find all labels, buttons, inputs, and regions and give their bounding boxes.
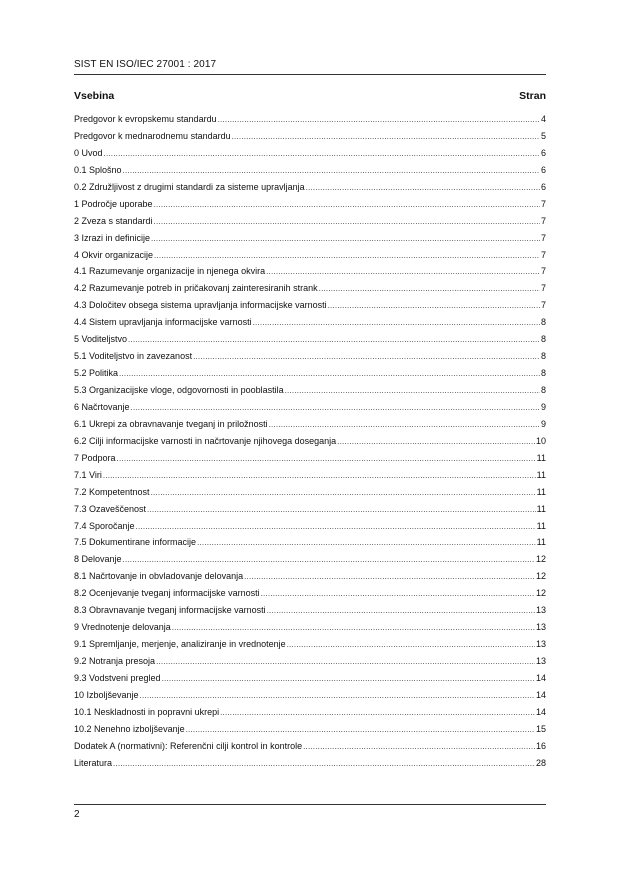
- toc-entry-title: 4.2 Razumevanje potreb in pričakovanj zainteresiranih strank: [74, 283, 318, 294]
- toc-entry[interactable]: [74, 215, 546, 232]
- toc-entry-title: 10.1 Neskladnosti in popravni ukrepi: [74, 706, 220, 717]
- toc-entry-dot-leader: [103, 470, 536, 482]
- toc-entry[interactable]: [74, 723, 546, 740]
- toc-entry-title: 7.5 Dokumentirane informacije: [74, 537, 197, 548]
- toc-entry[interactable]: [74, 164, 546, 181]
- toc-entry[interactable]: [74, 147, 546, 164]
- toc-entry-page-number: 28: [535, 757, 546, 768]
- toc-entry-page-number: 6: [540, 181, 546, 192]
- toc-entry[interactable]: [74, 181, 546, 198]
- toc-entry[interactable]: [74, 232, 546, 249]
- toc-entry-page-number: 7: [540, 249, 546, 260]
- toc-entry-title: 2 Zveza s standardi: [74, 215, 153, 226]
- toc-entry-dot-leader: [123, 554, 535, 566]
- toc-entry[interactable]: [74, 384, 546, 401]
- toc-entry[interactable]: [74, 299, 546, 316]
- toc-entry-page-number: 8: [540, 368, 546, 379]
- toc-entry-dot-leader: [154, 216, 540, 228]
- table-of-contents: [74, 113, 546, 774]
- toc-entry-page-number: 11: [536, 486, 546, 497]
- toc-entry-title: 5.1 Voditeljstvo in zavezanost: [74, 351, 193, 362]
- toc-entry-title: 5.2 Politika: [74, 368, 119, 379]
- toc-entry[interactable]: [74, 689, 546, 706]
- toc-entry-title: 7.2 Kompetentnost: [74, 486, 150, 497]
- toc-entry-page-number: 5: [540, 130, 546, 141]
- toc-entry-title: 6 Načrtovanje: [74, 401, 130, 412]
- toc-entry-title: 8 Delovanje: [74, 554, 122, 565]
- toc-entry-dot-leader: [113, 758, 535, 770]
- toc-entry-title: 8.3 Obravnavanje tveganj informacijske varnosti: [74, 605, 266, 616]
- toc-entry-page-number: 9: [540, 401, 546, 412]
- toc-entry-page-number: 7: [540, 215, 546, 226]
- toc-entry[interactable]: [74, 249, 546, 266]
- toc-entry-title: 5.3 Organizacijske vloge, odgovornosti in pooblastila: [74, 385, 284, 395]
- toc-entry-page-number: 7: [540, 232, 546, 243]
- toc-entry-dot-leader: [303, 741, 535, 753]
- toc-entry-page-number: 7: [540, 266, 546, 277]
- toc-heading-row: [74, 90, 546, 102]
- toc-entry-title: 4.1 Razumevanje organizacije in njenega okvira: [74, 266, 266, 277]
- toc-entry[interactable]: [74, 367, 546, 384]
- toc-entry-title: 7.4 Sporočanje: [74, 520, 135, 531]
- toc-entry-dot-leader: [131, 402, 540, 414]
- toc-entry-dot-leader: [220, 707, 535, 719]
- toc-entry[interactable]: [74, 536, 546, 553]
- toc-entry-dot-leader: [328, 300, 540, 312]
- toc-entry-page-number: 9: [540, 418, 546, 429]
- toc-entry-page-number: 7: [540, 300, 546, 311]
- toc-entry-title: 6.2 Cilji informacijske varnosti in načrtovanje njihovega doseganja: [74, 435, 337, 446]
- toc-entry-title: 9.3 Vodstveni pregled: [74, 672, 161, 683]
- toc-entry-title: 0 Uvod: [74, 147, 103, 158]
- toc-entry[interactable]: [74, 587, 546, 604]
- toc-entry-page-number: 12: [535, 588, 546, 599]
- toc-entry[interactable]: [74, 655, 546, 672]
- toc-entry-page-number: 13: [535, 639, 546, 650]
- toc-entry-title: 10.2 Nenehno izboljševanje: [74, 723, 185, 734]
- toc-entry[interactable]: [74, 604, 546, 621]
- toc-entry[interactable]: [74, 316, 546, 333]
- toc-entry-title: Literatura: [74, 757, 113, 768]
- toc-entry-title: 0.2 Združljivost z drugimi standardi za sisteme upravljanja: [74, 181, 305, 192]
- toc-entry-page-number: 8: [540, 351, 546, 362]
- toc-entry-page-number: 12: [535, 571, 546, 582]
- toc-entry-dot-leader: [266, 266, 540, 278]
- toc-entry[interactable]: [74, 401, 546, 418]
- toc-entry-title: 6.1 Ukrepi za obravnavanje tveganj in priložnosti: [74, 418, 268, 429]
- toc-entry-dot-leader: [306, 182, 540, 194]
- toc-entry-page-number: 8: [540, 317, 546, 328]
- toc-entry-page-number: 11: [536, 469, 546, 480]
- toc-entry-title: 9 Vrednotenje delovanja: [74, 622, 171, 633]
- toc-entry-dot-leader: [267, 605, 535, 617]
- toc-entry[interactable]: [74, 350, 546, 367]
- toc-entry-dot-leader: [287, 639, 535, 651]
- toc-entry-title: 1 Področje uporabe: [74, 198, 153, 209]
- toc-entry-page-number: 10: [535, 435, 546, 446]
- toc-entry-dot-leader: [128, 334, 540, 346]
- toc-entry-page-number: 16: [535, 740, 546, 751]
- toc-entry-dot-leader: [140, 690, 535, 702]
- document-header-standard-id: SIST EN ISO/IEC 27001 : 2017: [74, 59, 217, 70]
- toc-entry-title: 4 Okvir organizacije: [74, 249, 154, 260]
- toc-entry[interactable]: [74, 113, 546, 130]
- toc-entry-page-number: 8: [540, 334, 546, 345]
- toc-entry-dot-leader: [123, 165, 540, 177]
- toc-entry-title: 0.1 Splošno: [74, 164, 122, 175]
- toc-entry-dot-leader: [136, 521, 536, 533]
- toc-entry-title: Dodatek A (normativni): Referenčni cilji kontrol in kontrole: [74, 740, 303, 751]
- toc-entry[interactable]: [74, 198, 546, 215]
- toc-entry-page-number: 11: [536, 452, 546, 463]
- toc-entry-dot-leader: [337, 436, 535, 448]
- toc-entry-page-number: 13: [535, 622, 546, 633]
- toc-entry-dot-leader: [147, 504, 536, 516]
- toc-entry-title: 4.4 Sistem upravljanja informacijske varnosti: [74, 317, 252, 328]
- toc-entry[interactable]: [74, 469, 546, 486]
- toc-entry[interactable]: [74, 452, 546, 469]
- toc-entry[interactable]: [74, 265, 546, 282]
- toc-entry-page-number: 7: [540, 283, 546, 294]
- toc-entry-dot-leader: [197, 537, 536, 549]
- toc-entry[interactable]: [74, 553, 546, 570]
- toc-entry[interactable]: [74, 486, 546, 503]
- toc-entry[interactable]: [74, 418, 546, 435]
- toc-entry-dot-leader: [193, 351, 540, 363]
- toc-entry-dot-leader: [154, 250, 540, 262]
- toc-entry-title: Predgovor k evropskemu standardu: [74, 114, 217, 124]
- toc-entry-title: 8.2 Ocenjevanje tveganj informacijske varnosti: [74, 588, 260, 599]
- toc-entry[interactable]: [74, 333, 546, 350]
- toc-entry-page-number: 11: [536, 520, 546, 531]
- toc-entry[interactable]: [74, 570, 546, 587]
- toc-entry[interactable]: [74, 435, 546, 452]
- toc-entry-page-number: 13: [535, 656, 546, 666]
- toc-entry-dot-leader: [244, 571, 535, 583]
- toc-entry-dot-leader: [232, 131, 540, 143]
- toc-entry[interactable]: [74, 130, 546, 147]
- toc-entry-page-number: 14: [535, 672, 546, 683]
- toc-entry-title: 10 Izboljševanje: [74, 689, 139, 700]
- toc-entry-title: Predgovor k mednarodnemu standardu: [74, 130, 231, 141]
- toc-page-column-label: Stran: [519, 90, 546, 102]
- toc-entry-page-number: 7: [540, 198, 546, 209]
- toc-entry-dot-leader: [151, 487, 536, 499]
- toc-entry-page-number: 12: [535, 554, 546, 565]
- toc-title: Vsebina: [74, 90, 115, 102]
- toc-entry[interactable]: [74, 282, 546, 299]
- toc-entry[interactable]: [74, 520, 546, 537]
- toc-entry[interactable]: [74, 621, 546, 638]
- toc-entry-dot-leader: [154, 199, 540, 211]
- page-number: 2: [74, 809, 80, 820]
- toc-entry-page-number: 15: [535, 723, 546, 734]
- toc-entry-title: 9.1 Spremljanje, merjenje, analiziranje in vrednotenje: [74, 639, 286, 650]
- toc-entry[interactable]: [74, 740, 546, 757]
- toc-entry-page-number: 11: [536, 537, 546, 548]
- toc-entry-dot-leader: [319, 283, 540, 295]
- toc-entry[interactable]: [74, 757, 546, 774]
- toc-entry-title: 3 Izrazi in definicije: [74, 232, 151, 243]
- footer-divider: [74, 804, 546, 805]
- toc-entry-dot-leader: [269, 419, 540, 431]
- toc-entry-title: 7.3 Ozaveščenost: [74, 503, 147, 514]
- toc-entry-dot-leader: [285, 385, 540, 397]
- toc-entry[interactable]: [74, 638, 546, 655]
- toc-entry[interactable]: [74, 672, 546, 689]
- toc-entry-page-number: 13: [535, 605, 546, 616]
- header-divider: [74, 74, 546, 75]
- toc-entry-dot-leader: [104, 148, 540, 160]
- toc-entry-dot-leader: [119, 368, 540, 380]
- toc-entry-title: 7 Podpora: [74, 452, 116, 463]
- toc-entry-page-number: 4: [540, 114, 546, 124]
- toc-entry[interactable]: [74, 706, 546, 723]
- toc-entry-dot-leader: [117, 453, 536, 465]
- toc-entry-dot-leader: [151, 233, 540, 245]
- toc-entry[interactable]: [74, 503, 546, 520]
- toc-entry-dot-leader: [162, 673, 535, 685]
- toc-entry-title: 7.1 Viri: [74, 469, 102, 480]
- toc-entry-page-number: 14: [535, 706, 546, 717]
- toc-entry-title: 8.1 Načrtovanje in obvladovanje delovanja: [74, 571, 244, 582]
- toc-entry-title: 5 Voditeljstvo: [74, 334, 128, 345]
- toc-entry-title: 4.3 Določitev obsega sistema upravljanja informacijske varnosti: [74, 300, 327, 311]
- toc-entry-dot-leader: [156, 656, 535, 668]
- toc-entry-page-number: 11: [536, 503, 546, 514]
- toc-entry-dot-leader: [172, 622, 535, 634]
- toc-entry-dot-leader: [218, 114, 540, 126]
- toc-entry-page-number: 14: [535, 689, 546, 700]
- toc-entry-title: 9.2 Notranja presoja: [74, 656, 156, 666]
- toc-entry-dot-leader: [253, 317, 540, 329]
- toc-entry-page-number: 6: [540, 147, 546, 158]
- toc-entry-dot-leader: [261, 588, 535, 600]
- toc-entry-dot-leader: [186, 724, 535, 736]
- toc-entry-page-number: 8: [540, 385, 546, 395]
- toc-entry-page-number: 6: [540, 164, 546, 175]
